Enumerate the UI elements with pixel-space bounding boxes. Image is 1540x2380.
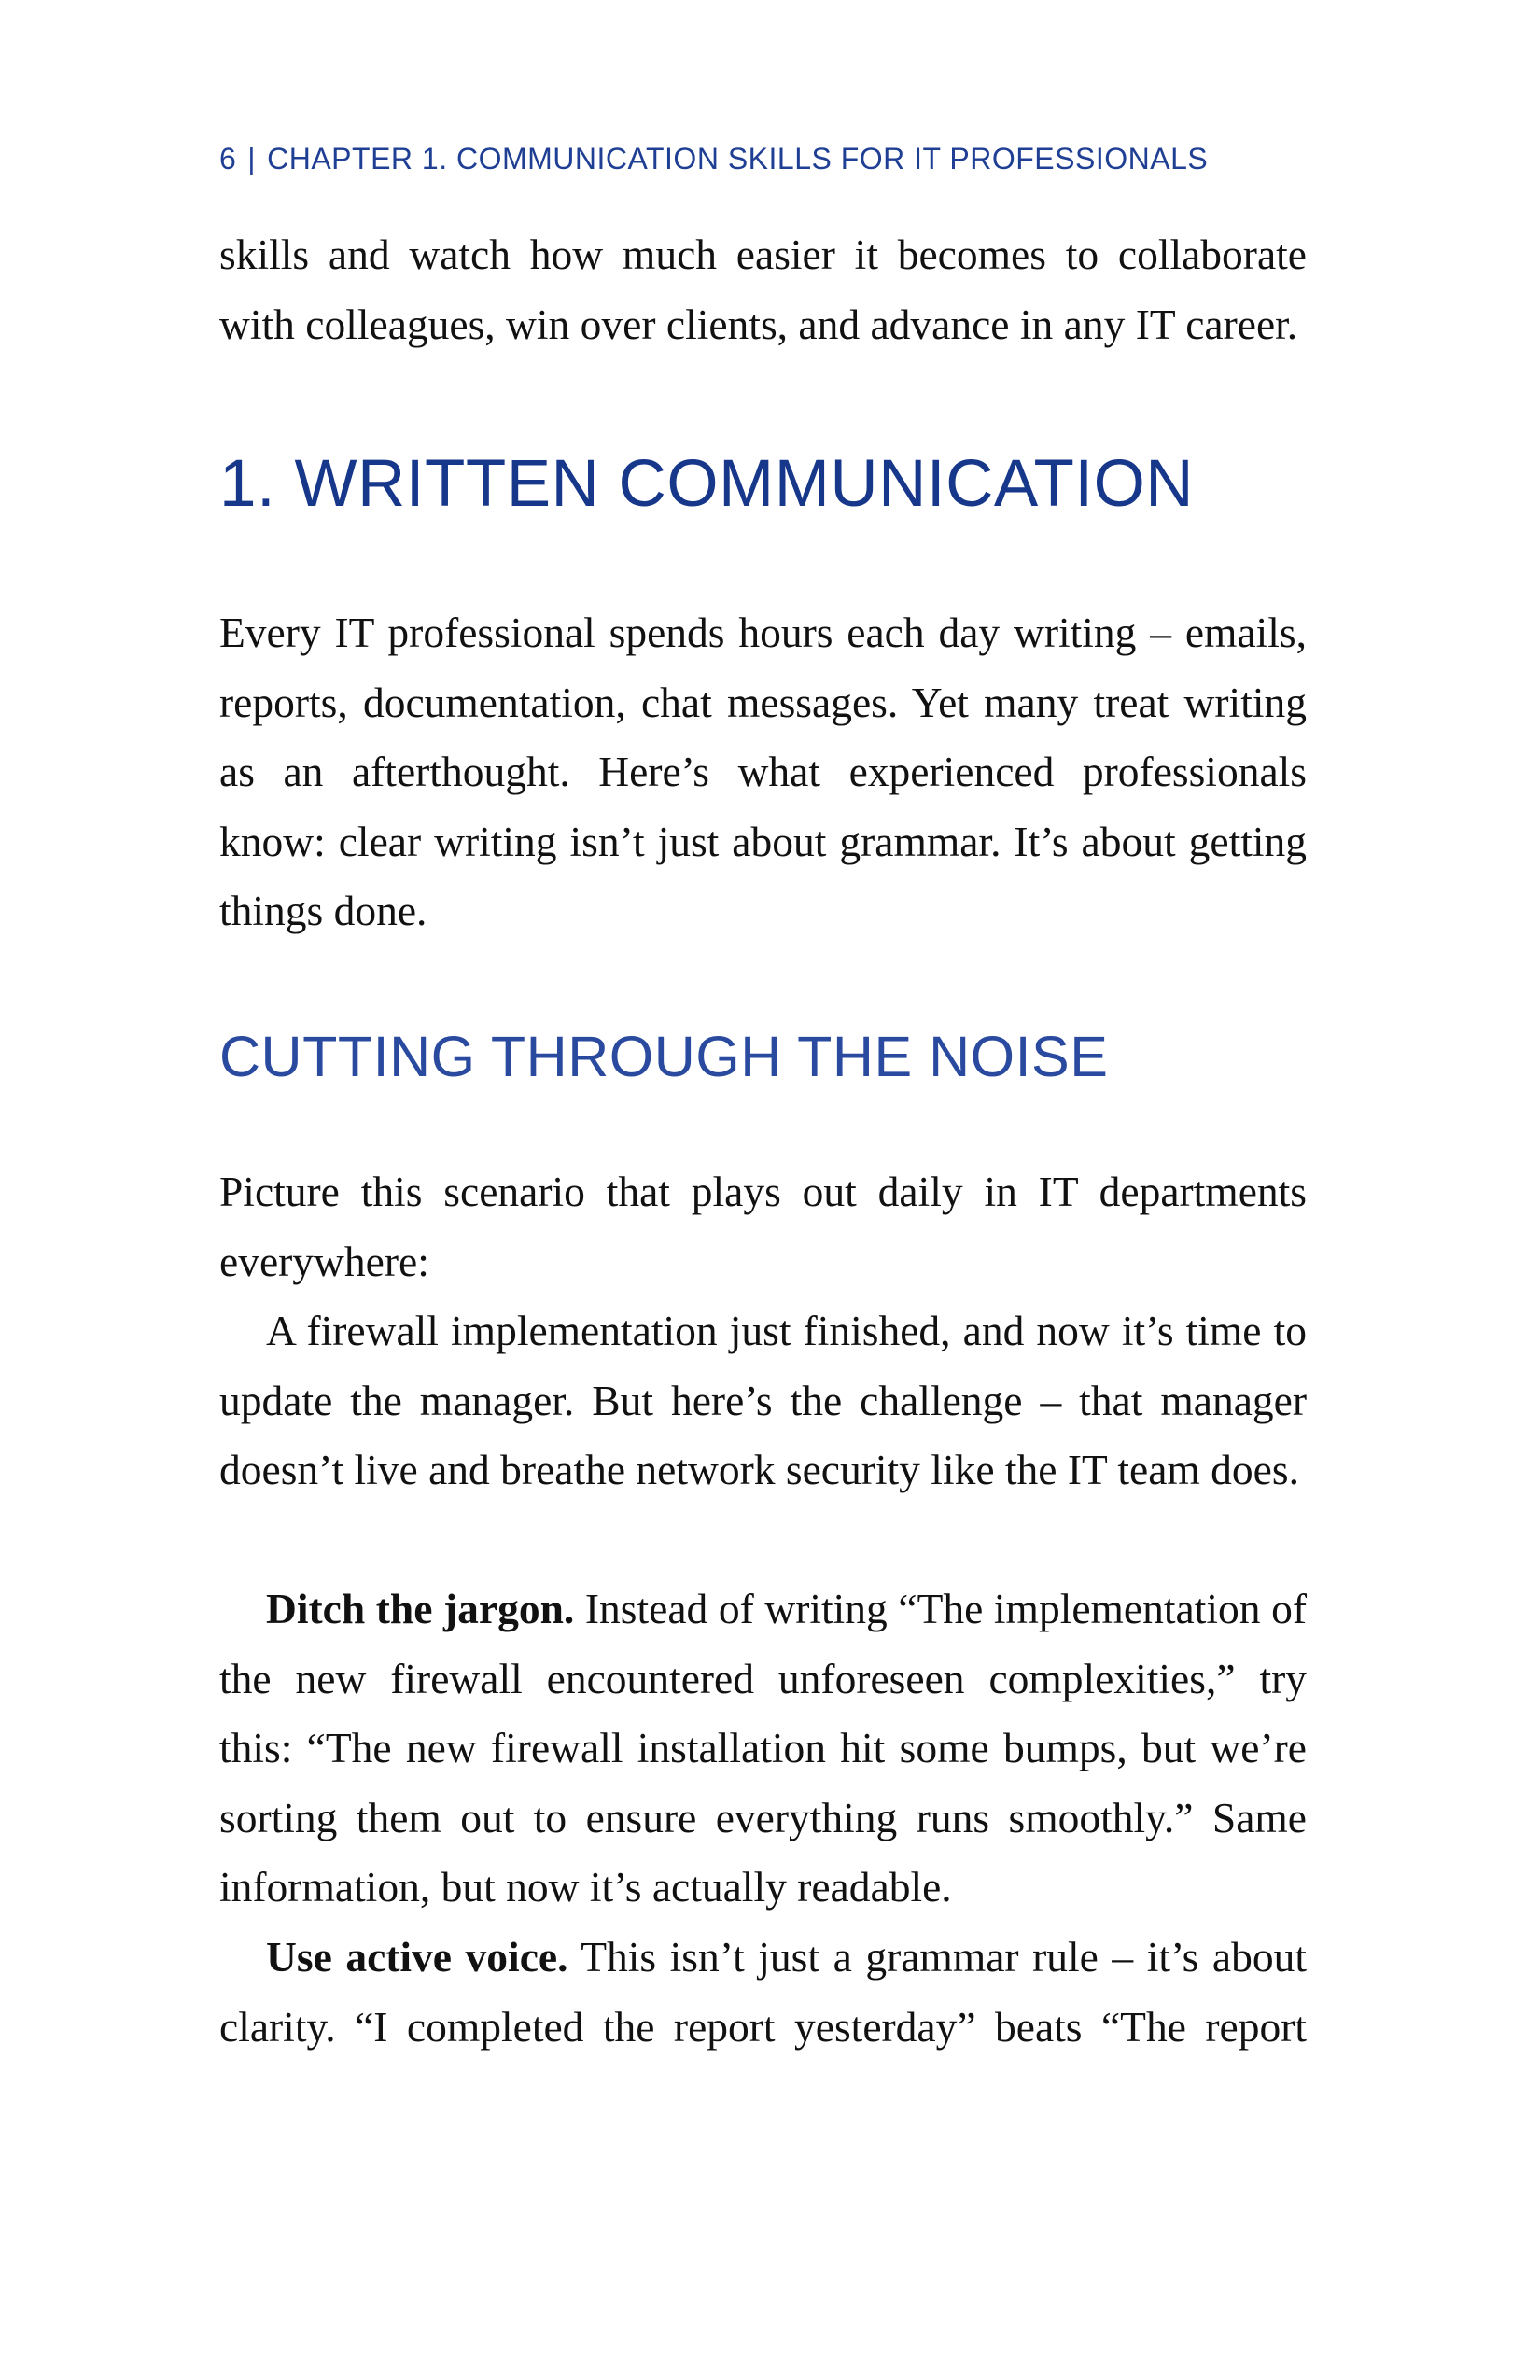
body-paragraph-4 <box>219 1923 1307 2062</box>
body-paragraph-3 <box>219 1575 1307 1923</box>
paragraph-4-body: This isn’t just a grammar rule – it’s about clarity. “I completed the report yesterday” beats “The report <box>219 1933 1307 2051</box>
subsection-heading: CUTTING THROUGH THE NOISE <box>219 1025 1109 1088</box>
intro-continuation-paragraph: skills and watch how much easier it becomes to collaborate with colleagues, win over clients, and advance in any IT career. <box>219 231 1307 348</box>
section-paragraph: Every IT professional spends hours each day writing – emails, reports, documentation, chat messages. Yet many treat writing as an afterthought. Here’s what experienced professionals know: clear writing isn’t just about grammar. It’s about getting things done. <box>219 609 1307 934</box>
paragraph-3-lead: Ditch the jargon. <box>266 1585 575 1632</box>
running-head-separator: | <box>247 142 257 175</box>
section-heading: 1. WRITTEN COMMUNICATION <box>219 447 1195 521</box>
running-head <box>219 144 1208 174</box>
body-paragraph-1: Picture this scenario that plays out daily in IT departments everywhere: <box>219 1168 1307 1285</box>
page-number: 6 <box>219 142 237 175</box>
paragraph-3-body: Instead of writing “The implementation of the new firewall encountered unforeseen complexities,” try this: “The new firewall installation hit some bumps, but we’re sorting them out to ensure everything runs smoothly.” Same information, but now it’s actually readable. <box>219 1585 1307 1911</box>
body-paragraph-2: A firewall implementation just finished, and now it’s time to update the manager. But here’s the challenge – that manager doesn’t live and breathe network security like the IT team does. <box>219 1307 1307 1493</box>
chapter-title: CHAPTER 1. COMMUNICATION SKILLS FOR IT PROFESSIONALS <box>267 142 1209 175</box>
paragraph-4-lead: Use active voice. <box>266 1933 568 1981</box>
